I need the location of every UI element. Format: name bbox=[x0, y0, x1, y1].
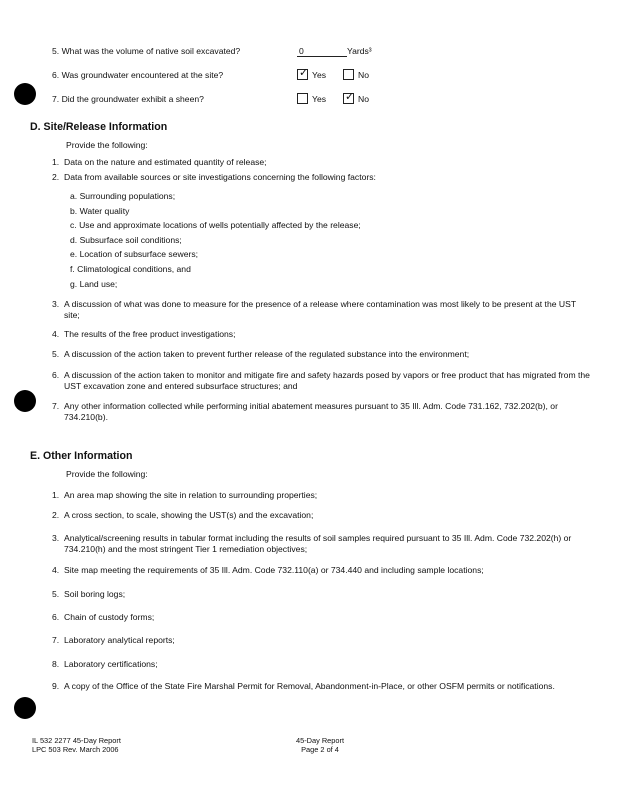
list-item: 5. Soil boring logs; bbox=[52, 589, 126, 599]
question-groundwater-encountered: 6. Was groundwater encountered at the site? bbox=[52, 70, 224, 80]
list-item: 5. A discussion of the action taken to prevent further release of the regulated substance into the environment; bbox=[52, 349, 470, 359]
groundwater-encountered-no[interactable]: No bbox=[343, 69, 369, 80]
question-soil-volume: 5. What was the volume of native soil excavated? bbox=[52, 46, 241, 56]
list-item: 1. Data on the nature and estimated quantity of release; bbox=[52, 157, 267, 167]
list-item: 4. Site map meeting the requirements of 35 Ill. Adm. Code 732.110(a) or 734.440 and including sample locations; bbox=[52, 565, 484, 575]
sub-list-item: f. Climatological conditions, and bbox=[70, 264, 191, 274]
list-item: 7. Laboratory analytical reports; bbox=[52, 635, 175, 645]
checkbox-checked[interactable] bbox=[297, 69, 308, 80]
list-item: 2. A cross section, to scale, showing the UST(s) and the excavation; bbox=[52, 510, 314, 520]
soil-volume-unit: Yards³ bbox=[347, 46, 372, 56]
checkbox-unchecked[interactable] bbox=[297, 93, 308, 104]
groundwater-encountered-yes[interactable]: ✓ Yes bbox=[297, 69, 326, 80]
list-item: 8. Laboratory certifications; bbox=[52, 659, 158, 669]
groundwater-sheen-no[interactable]: ✓ No bbox=[343, 93, 369, 104]
list-item: 6. Chain of custody forms; bbox=[52, 612, 155, 622]
list-item: 1. An area map showing the site in relation to surrounding properties; bbox=[52, 490, 318, 500]
list-item: 4. The results of the free product investigations; bbox=[52, 329, 236, 339]
binder-hole bbox=[14, 390, 36, 412]
list-item: 9. A copy of the Office of the State Fire Marshal Permit for Removal, Abandonment-in-Place, or other OSFM permits or notifications. bbox=[52, 681, 555, 691]
question-groundwater-sheen: 7. Did the groundwater exhibit a sheen? bbox=[52, 94, 204, 104]
section-e-title: E. Other Information bbox=[30, 450, 133, 462]
list-item: 3. Analytical/screening results in tabular format including the results of soil samples required pursuant to 35 Ill. Adm. Code 732.202(h) or 734.210(h) and the most stringent Tier 1 remediation objectives; bbox=[52, 533, 572, 554]
section-d-intro: Provide the following: bbox=[66, 140, 148, 150]
sub-list-item: g. Land use; bbox=[70, 279, 118, 289]
soil-volume-field[interactable] bbox=[297, 46, 372, 57]
sub-list-item: d. Subsurface soil conditions; bbox=[70, 235, 182, 245]
section-d-title: D. Site/Release Information bbox=[30, 121, 168, 133]
sub-list-item: c. Use and approximate locations of wells potentially affected by the release; bbox=[70, 220, 361, 230]
list-item: 2. Data from available sources or site investigations concerning the following factors: bbox=[52, 172, 376, 182]
sub-list-item: b. Water quality bbox=[70, 206, 130, 216]
sub-list-item: e. Location of subsurface sewers; bbox=[70, 249, 199, 259]
list-item: 3. A discussion of what was done to measure for the presence of a release where contamination was most likely to be present at the UST site; bbox=[52, 299, 576, 320]
list-item: 6. A discussion of the action taken to monitor and mitigate fire and safety hazards posed by vapors or free product that has migrated from the UST excavation zone and entered subsurface structures; and bbox=[52, 370, 590, 391]
soil-volume-value[interactable]: 0 bbox=[297, 46, 347, 57]
list-item: 7. Any other information collected while performing initial abatement measures pursuant to 35 Ill. Adm. Code 731.162, 732.202(b), or 734.210(b). bbox=[52, 401, 558, 422]
binder-hole bbox=[14, 83, 36, 105]
binder-hole bbox=[14, 697, 36, 719]
groundwater-sheen-yes[interactable]: Yes bbox=[297, 93, 326, 104]
footer-form-id: IL 532 2277 45-Day Report LPC 503 Rev. March 2006 bbox=[32, 736, 121, 754]
checkbox-unchecked[interactable] bbox=[343, 69, 354, 80]
section-e-intro: Provide the following: bbox=[66, 469, 148, 479]
checkbox-checked[interactable] bbox=[343, 93, 354, 104]
sub-list-item: a. Surrounding populations; bbox=[70, 191, 176, 201]
footer-page-info: 45-Day Report Page 2 of 4 bbox=[295, 736, 345, 754]
